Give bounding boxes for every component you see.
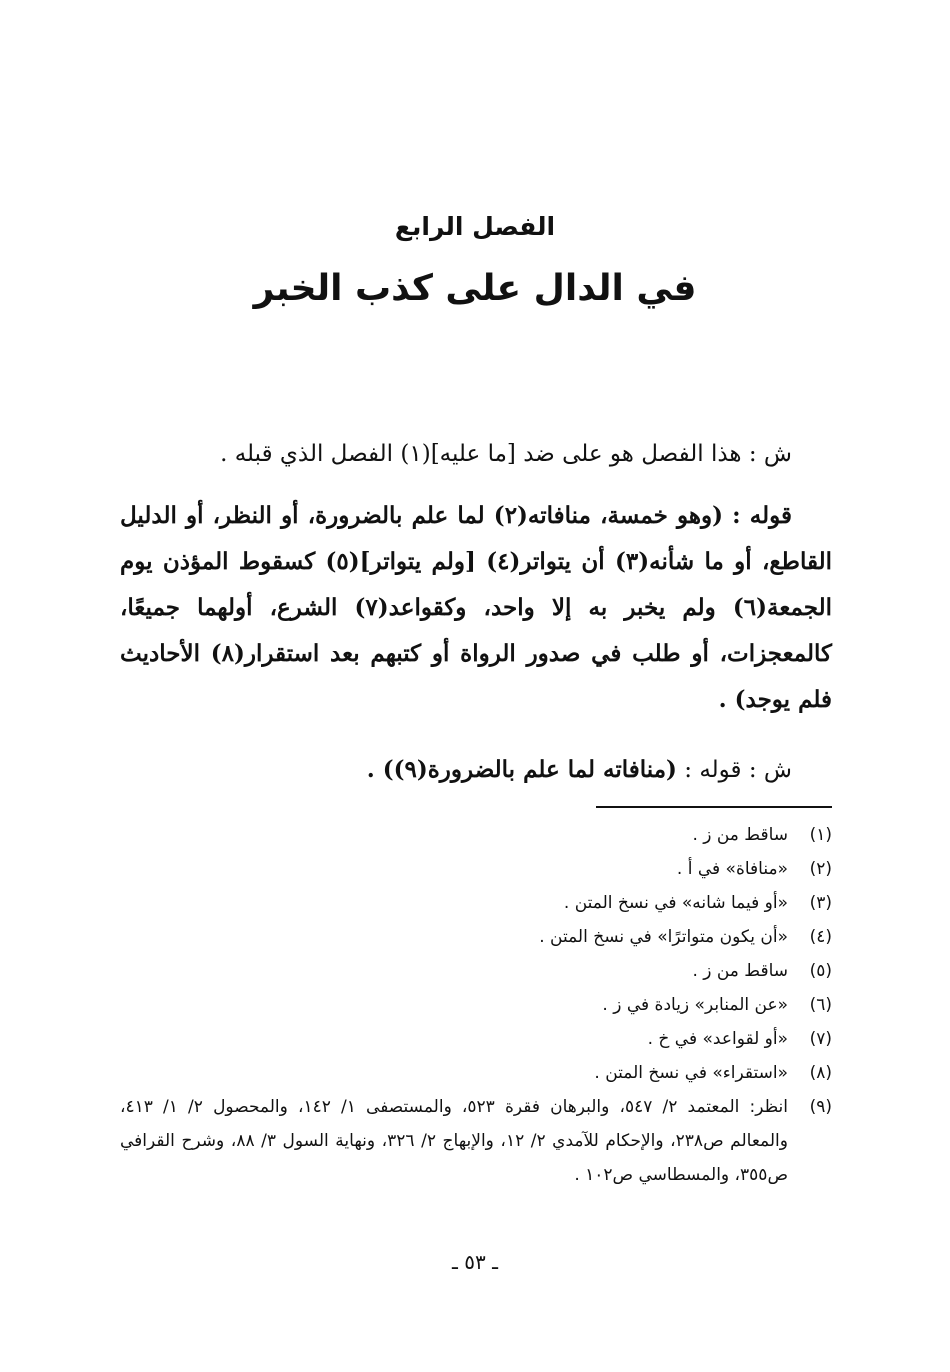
footnote-item [120, 1022, 832, 1056]
footnote-text: «استقراء» في نسخ المتن . [594, 1063, 788, 1083]
footnote-text: «أو فيما شانه» في نسخ المتن . [563, 893, 788, 913]
footnotes-list [120, 818, 832, 1192]
footnote-number: (٨) [809, 1063, 832, 1083]
footnote-text: «أن يكون متواترًا» في نسخ المتن . [539, 927, 788, 947]
body-paragraph-3 [120, 747, 832, 793]
footnote-text: ساقط من ز . [692, 961, 788, 981]
footnote-number: (١) [809, 825, 832, 845]
page-number: ـ ٥٣ ـ [452, 1250, 498, 1274]
footnote-item [120, 954, 832, 988]
footnote-number: (٦) [809, 995, 832, 1015]
footnote-item [120, 1056, 832, 1090]
paragraph-3-quote: (منافاته لما علم بالضرورة(٩)) . [366, 756, 677, 783]
footnote-number: (٣) [809, 893, 832, 913]
footnote-number: (٢) [809, 859, 832, 879]
body-paragraph-2: قوله : (وهو خمسة، منافاته(٢) لما علم بالضرورة، أو النظر، أو الدليل القاطع، أو ما شأنه(٣) أن يتواتر(٤) [ولم يتواتر](٥) كسقوط المؤذن يوم الجمعة(٦) ولم يخبر به إلا واحد، وكقواعد(٧) الشرع، أولهما جميعًا، كالمعجزات، أو طلب في صدور الرواة أو كتبهم بعد استقرار(٨) الأحاديث فلم يوجد) . [120, 502, 832, 713]
footnote-text: «عن المنابر» زيادة في ز . [602, 995, 788, 1015]
paragraph-3-prefix: ش : قوله : [676, 757, 792, 783]
footnote-item [120, 988, 832, 1022]
body-paragraph-1: ش : هذا الفصل هو على ضد [ما عليه](١) الفصل الذي قبله . [220, 441, 792, 467]
footnote-text: «منافاة» في أ . [676, 859, 788, 879]
footnote-text: انظر: المعتمد ٢/ ٥٤٧، والبرهان فقرة ٥٢٣، والمستصفى ١/ ١٤٢، والمحصول ٢/ ١/ ٤١٣، والمعالم ص٢٣٨، والإحكام للآمدي ٢/ ١٢، والإبهاج ٢/ ٣٢٦، ونهاية السول ٣/ ٨٨، وشرح القرافي ص٣٥٥، والمسطاسي ص١٠٢ . [120, 1097, 788, 1185]
chapter-label: الفصل الرابع [394, 212, 556, 241]
footnote-item [120, 1090, 832, 1192]
footnote-number: (٧) [809, 1029, 832, 1049]
chapter-title: في الدال على كذب الخبر [253, 268, 697, 309]
footnote-separator [596, 806, 832, 808]
footnote-item [120, 886, 832, 920]
footnote-item [120, 852, 832, 886]
footnote-number: (٥) [809, 961, 832, 981]
footnote-item [120, 920, 832, 954]
footnote-text: ساقط من ز . [692, 825, 788, 845]
footnote-number: (٤) [809, 927, 832, 947]
footnote-number: (٩) [809, 1097, 832, 1117]
footnote-text: «أو لقواعد» في خ . [647, 1029, 788, 1049]
footnote-item [120, 818, 832, 852]
